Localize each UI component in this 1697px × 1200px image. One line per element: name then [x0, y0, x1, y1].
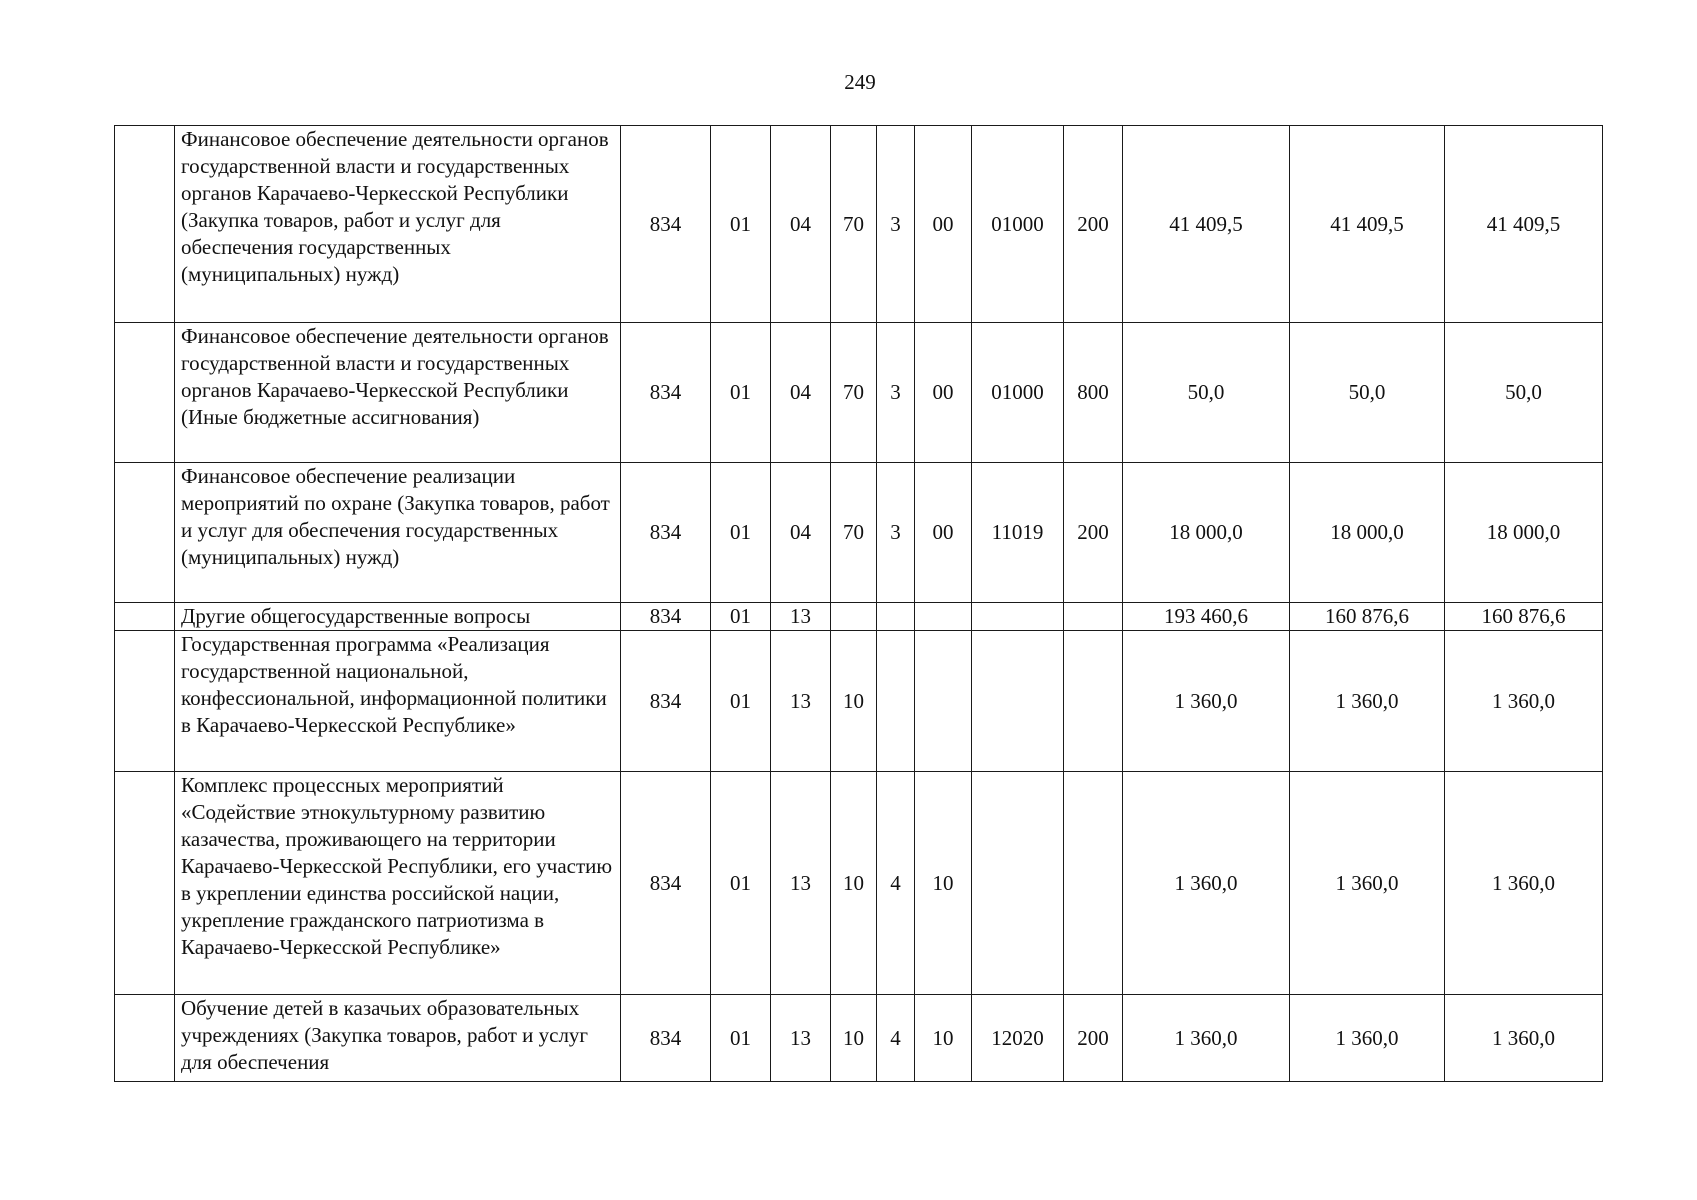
- sum3-cell: 18 000,0: [1445, 463, 1603, 603]
- cs1-cell: [831, 603, 877, 631]
- cs2-cell: 4: [877, 772, 915, 995]
- row-name: Финансовое обеспечение деятельности органов государственной власти и государственных органов Карачаево-Черкесской Республики (Иные бюджетные ассигнования): [175, 323, 621, 463]
- cs2-cell: [877, 603, 915, 631]
- sum1-cell: 193 460,6: [1123, 603, 1290, 631]
- vr-cell: 200: [1064, 995, 1123, 1082]
- sum2-cell: 50,0: [1290, 323, 1445, 463]
- cs4-cell: [972, 631, 1064, 772]
- cs4-cell: 01000: [972, 126, 1064, 323]
- cs3-cell: 00: [915, 323, 972, 463]
- pr-cell: 04: [771, 323, 831, 463]
- table-row: [115, 995, 1603, 1082]
- cs2-cell: 4: [877, 995, 915, 1082]
- cs3-cell: 10: [915, 995, 972, 1082]
- budget-table: [114, 125, 1603, 1082]
- pr-cell: 04: [771, 126, 831, 323]
- cs3-cell: 00: [915, 463, 972, 603]
- vr-cell: [1064, 631, 1123, 772]
- vr-cell: [1064, 772, 1123, 995]
- sum1-cell: 41 409,5: [1123, 126, 1290, 323]
- table-row: [115, 603, 1603, 631]
- table-row: [115, 126, 1603, 323]
- cs2-cell: 3: [877, 323, 915, 463]
- sum1-cell: 1 360,0: [1123, 995, 1290, 1082]
- sum3-cell: 50,0: [1445, 323, 1603, 463]
- ved-cell: 834: [621, 631, 711, 772]
- rz-cell: 01: [711, 126, 771, 323]
- vr-cell: 200: [1064, 126, 1123, 323]
- cs1-cell: 10: [831, 995, 877, 1082]
- pr-cell: 13: [771, 995, 831, 1082]
- sum2-cell: 41 409,5: [1290, 126, 1445, 323]
- ved-cell: 834: [621, 603, 711, 631]
- cs2-cell: 3: [877, 126, 915, 323]
- cs4-cell: [972, 772, 1064, 995]
- page-number: 249: [844, 70, 876, 94]
- ved-cell: 834: [621, 126, 711, 323]
- sum1-cell: 18 000,0: [1123, 463, 1290, 603]
- ved-cell: 834: [621, 463, 711, 603]
- ved-cell: 834: [621, 772, 711, 995]
- sum1-cell: 1 360,0: [1123, 631, 1290, 772]
- cs3-cell: 00: [915, 126, 972, 323]
- table-row: [115, 631, 1603, 772]
- ved-cell: 834: [621, 323, 711, 463]
- rz-cell: 01: [711, 995, 771, 1082]
- cs1-cell: 70: [831, 126, 877, 323]
- cs3-cell: [915, 631, 972, 772]
- sum2-cell: 1 360,0: [1290, 631, 1445, 772]
- cs2-cell: [877, 631, 915, 772]
- rz-cell: 01: [711, 772, 771, 995]
- index-cell: [115, 772, 175, 995]
- cs3-cell: [915, 603, 972, 631]
- vr-cell: 200: [1064, 463, 1123, 603]
- table-row: [115, 463, 1603, 603]
- sum3-cell: 1 360,0: [1445, 631, 1603, 772]
- cs1-cell: 10: [831, 631, 877, 772]
- ved-cell: 834: [621, 995, 711, 1082]
- sum1-cell: 50,0: [1123, 323, 1290, 463]
- sum2-cell: 160 876,6: [1290, 603, 1445, 631]
- row-name: Государственная программа «Реализация государственной национальной, конфессиональной, информационной политики в Карачаево-Черкесской Республике»: [175, 631, 621, 772]
- pr-cell: 13: [771, 631, 831, 772]
- cs4-cell: 12020: [972, 995, 1064, 1082]
- cs1-cell: 70: [831, 463, 877, 603]
- cs1-cell: 70: [831, 323, 877, 463]
- cs2-cell: 3: [877, 463, 915, 603]
- vr-cell: [1064, 603, 1123, 631]
- rz-cell: 01: [711, 323, 771, 463]
- cs4-cell: 01000: [972, 323, 1064, 463]
- index-cell: [115, 323, 175, 463]
- index-cell: [115, 463, 175, 603]
- sum2-cell: 18 000,0: [1290, 463, 1445, 603]
- rz-cell: 01: [711, 631, 771, 772]
- pr-cell: 13: [771, 772, 831, 995]
- pr-cell: 04: [771, 463, 831, 603]
- row-name: Обучение детей в казачьих образовательных учреждениях (Закупка товаров, работ и услуг для обеспечения: [175, 995, 621, 1082]
- sum3-cell: 1 360,0: [1445, 995, 1603, 1082]
- index-cell: [115, 995, 175, 1082]
- rz-cell: 01: [711, 463, 771, 603]
- index-cell: [115, 631, 175, 772]
- row-name: Финансовое обеспечение реализации мероприятий по охране (Закупка товаров, работ и услуг для обеспечения государственных (муниципальных) нужд): [175, 463, 621, 603]
- rz-cell: 01: [711, 603, 771, 631]
- sum3-cell: 160 876,6: [1445, 603, 1603, 631]
- row-name: Другие общегосударственные вопросы: [175, 603, 621, 631]
- index-cell: [115, 126, 175, 323]
- row-name: Финансовое обеспечение деятельности органов государственной власти и государственных органов Карачаево-Черкесской Республики (Закупка товаров, работ и услуг для обеспечения государственных (муниципальных) нужд): [175, 126, 621, 323]
- table-row: [115, 772, 1603, 995]
- cs4-cell: 11019: [972, 463, 1064, 603]
- sum3-cell: 1 360,0: [1445, 772, 1603, 995]
- index-cell: [115, 603, 175, 631]
- sum2-cell: 1 360,0: [1290, 772, 1445, 995]
- cs1-cell: 10: [831, 772, 877, 995]
- sum1-cell: 1 360,0: [1123, 772, 1290, 995]
- cs3-cell: 10: [915, 772, 972, 995]
- table-row: [115, 323, 1603, 463]
- sum3-cell: 41 409,5: [1445, 126, 1603, 323]
- sum2-cell: 1 360,0: [1290, 995, 1445, 1082]
- pr-cell: 13: [771, 603, 831, 631]
- cs4-cell: [972, 603, 1064, 631]
- row-name: Комплекс процессных мероприятий «Содействие этнокультурному развитию казачества, проживающего на территории Карачаево-Черкесской Республики, его участию в укреплении единства российской нации, укрепление гражданского патриотизма в Карачаево-Черкесской Республике»: [175, 772, 621, 995]
- vr-cell: 800: [1064, 323, 1123, 463]
